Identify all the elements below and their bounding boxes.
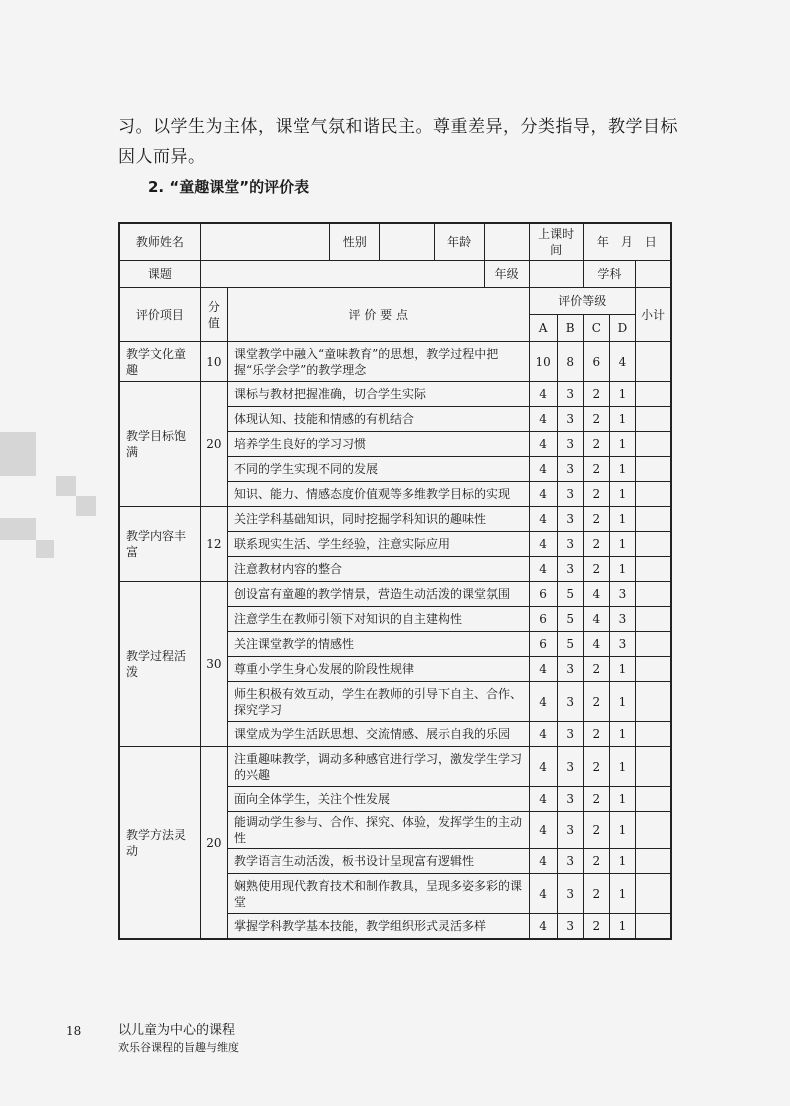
grade-value-c: 2 [583,849,609,874]
info-row-1 [119,223,671,261]
page-number: 18 [66,1024,82,1038]
header-level-b: B [557,315,583,342]
grade-label: 年级 [484,261,529,288]
grade-value-a: 6 [529,632,557,657]
age-label: 年龄 [434,223,484,261]
criteria-text: 培养学生良好的学习习惯 [228,432,530,457]
grade-value-a: 4 [529,849,557,874]
header-level-d: D [609,315,635,342]
subject-label: 学科 [583,261,635,288]
subtotal-cell [635,657,671,682]
criteria-text: 掌握学科教学基本技能，教学组织形式灵活多样 [228,914,530,940]
evaluation-item: 教学过程活泼 [119,582,200,747]
criteria-text: 关注学科基础知识，同时挖掘学科知识的趣味性 [228,507,530,532]
header-subtotal: 小计 [635,288,671,342]
subtotal-cell [635,787,671,812]
grade-value-b: 3 [557,432,583,457]
grade-value-d: 1 [609,747,635,787]
subtotal-cell [635,532,671,557]
grade-value-a: 4 [529,382,557,407]
item-score: 10 [200,342,227,382]
subtotal-cell [635,747,671,787]
subtotal-cell [635,382,671,407]
header-grade: 评价等级 [529,288,635,315]
topic-label: 课题 [119,261,200,288]
subtotal-cell [635,682,671,722]
grade-value-b: 8 [557,342,583,382]
grade-value-c: 2 [583,787,609,812]
grade-value-c: 2 [583,407,609,432]
grade-value-a: 4 [529,432,557,457]
criteria-row [119,507,671,532]
criteria-text: 知识、能力、情感态度价值观等多维教学目标的实现 [228,482,530,507]
grade-value-b: 3 [557,532,583,557]
grade-value-d: 1 [609,507,635,532]
grade-value-c: 2 [583,874,609,914]
grade-value-a: 4 [529,457,557,482]
grade-value-c: 2 [583,382,609,407]
decor-square [0,432,36,476]
grade-value [529,261,583,288]
grade-value-a: 4 [529,657,557,682]
grade-value-a: 4 [529,682,557,722]
grade-value-b: 3 [557,382,583,407]
criteria-text: 注意学生在教师引领下对知识的自主建构性 [228,607,530,632]
criteria-text: 课堂教学中融入“童味教育”的思想，教学过程中把握“乐学会学”的教学理念 [228,342,530,382]
grade-value-d: 1 [609,849,635,874]
decor-square [36,540,54,558]
grade-value-d: 1 [609,457,635,482]
criteria-text: 关注课堂教学的情感性 [228,632,530,657]
grade-value-a: 4 [529,747,557,787]
grade-value-c: 2 [583,657,609,682]
grade-value-a: 10 [529,342,557,382]
grade-value-d: 3 [609,632,635,657]
evaluation-item: 教学方法灵动 [119,747,200,940]
grade-value-b: 3 [557,849,583,874]
info-row-2 [119,261,671,288]
grade-value-b: 3 [557,812,583,849]
subtotal-cell [635,507,671,532]
grade-value-d: 1 [609,432,635,457]
grade-value-a: 6 [529,607,557,632]
grade-value-c: 4 [583,582,609,607]
grade-value-b: 3 [557,657,583,682]
criteria-row [119,747,671,787]
grade-value-c: 2 [583,812,609,849]
item-score: 20 [200,747,227,940]
grade-value-c: 4 [583,632,609,657]
grade-value-b: 3 [557,874,583,914]
age-value [484,223,529,261]
header-level-c: C [583,315,609,342]
grade-value-b: 3 [557,787,583,812]
grade-value-d: 3 [609,582,635,607]
grade-value-b: 3 [557,557,583,582]
grade-value-d: 1 [609,722,635,747]
header-score: 分值 [200,288,227,342]
grade-value-b: 3 [557,482,583,507]
criteria-text: 娴熟使用现代教育技术和制作教具，呈现多姿多彩的课堂 [228,874,530,914]
grade-value-a: 4 [529,914,557,940]
grade-value-d: 1 [609,914,635,940]
subtotal-cell [635,812,671,849]
book-title: 以儿童为中心的课程 [118,1023,236,1038]
teacher-name-value [200,223,329,261]
grade-value-b: 3 [557,722,583,747]
grade-value-a: 4 [529,482,557,507]
decor-square [76,496,96,516]
grade-value-b: 5 [557,607,583,632]
evaluation-item: 教学内容丰富 [119,507,200,582]
subtotal-cell [635,557,671,582]
item-score: 20 [200,382,227,507]
grade-value-d: 1 [609,407,635,432]
grade-value-b: 3 [557,914,583,940]
grade-value-a: 6 [529,582,557,607]
header-row-1 [119,288,671,315]
class-time-value: 年 月 日 [583,223,671,261]
grade-value-a: 4 [529,532,557,557]
criteria-text: 体现认知、技能和情感的有机结合 [228,407,530,432]
header-level-a: A [529,315,557,342]
grade-value-a: 4 [529,722,557,747]
header-item: 评价项目 [119,288,200,342]
grade-value-c: 2 [583,682,609,722]
criteria-text: 联系现实生活、学生经验，注意实际应用 [228,532,530,557]
grade-value-c: 2 [583,532,609,557]
subtotal-cell [635,849,671,874]
grade-value-b: 3 [557,747,583,787]
criteria-text: 课标与教材把握准确，切合学生实际 [228,382,530,407]
subtotal-cell [635,632,671,657]
grade-value-b: 5 [557,632,583,657]
criteria-row [119,382,671,407]
section-heading: 2. “童趣课堂”的评价表 [148,178,310,196]
grade-value-b: 5 [557,582,583,607]
criteria-text: 教学语言生动活泼，板书设计呈现富有逻辑性 [228,849,530,874]
grade-value-a: 4 [529,874,557,914]
decor-square [0,518,36,540]
grade-value-c: 2 [583,747,609,787]
subtotal-cell [635,722,671,747]
criteria-text: 注重趣味教学，调动多种感官进行学习，激发学生学习的兴趣 [228,747,530,787]
subtotal-cell [635,407,671,432]
grade-value-a: 4 [529,407,557,432]
grade-value-b: 3 [557,407,583,432]
subtotal-cell [635,432,671,457]
criteria-text: 注意教材内容的整合 [228,557,530,582]
subtotal-cell [635,342,671,382]
evaluation-item: 教学目标饱满 [119,382,200,507]
grade-value-d: 1 [609,482,635,507]
grade-value-d: 1 [609,532,635,557]
criteria-text: 不同的学生实现不同的发展 [228,457,530,482]
subtotal-cell [635,457,671,482]
item-score: 30 [200,582,227,747]
evaluation-item: 教学文化童趣 [119,342,200,382]
grade-value-c: 2 [583,722,609,747]
subtotal-cell [635,482,671,507]
grade-value-d: 1 [609,682,635,722]
criteria-row [119,342,671,382]
subtotal-cell [635,914,671,940]
grade-value-d: 3 [609,607,635,632]
grade-value-d: 1 [609,874,635,914]
grade-value-c: 2 [583,507,609,532]
grade-value-d: 1 [609,557,635,582]
grade-value-a: 4 [529,557,557,582]
grade-value-a: 4 [529,507,557,532]
grade-value-d: 4 [609,342,635,382]
grade-value-c: 2 [583,457,609,482]
criteria-text: 创设富有童趣的教学情景，营造生动活泼的课堂氛围 [228,582,530,607]
grade-value-b: 3 [557,507,583,532]
book-subtitle: 欢乐谷课程的旨趣与维度 [118,1041,239,1054]
grade-value-c: 2 [583,432,609,457]
criteria-text: 能调动学生参与、合作、探究、体验，发挥学生的主动性 [228,812,530,849]
criteria-text: 课堂成为学生活跃思想、交流情感、展示自我的乐园 [228,722,530,747]
header-points: 评 价 要 点 [228,288,530,342]
grade-value-d: 1 [609,812,635,849]
gender-value [380,223,434,261]
grade-value-d: 1 [609,657,635,682]
grade-value-a: 4 [529,787,557,812]
grade-value-c: 2 [583,557,609,582]
subtotal-cell [635,607,671,632]
grade-value-b: 3 [557,682,583,722]
intro-paragraph: 习。以学生为主体，课堂气氛和谐民主。尊重差异，分类指导，教学目标因人而异。 [118,117,678,167]
class-time-label: 上课时间 [529,223,583,261]
evaluation-table [118,222,672,940]
grade-value-c: 6 [583,342,609,382]
grade-value-b: 3 [557,457,583,482]
gender-label: 性别 [330,223,380,261]
topic-value [200,261,484,288]
criteria-text: 面向全体学生，关注个性发展 [228,787,530,812]
grade-value-a: 4 [529,812,557,849]
criteria-text: 尊重小学生身心发展的阶段性规律 [228,657,530,682]
subtotal-cell [635,582,671,607]
decor-square [56,476,76,496]
grade-value-d: 1 [609,382,635,407]
criteria-row [119,582,671,607]
grade-value-d: 1 [609,787,635,812]
teacher-name-label: 教师姓名 [119,223,200,261]
grade-value-c: 2 [583,914,609,940]
item-score: 12 [200,507,227,582]
subtotal-cell [635,874,671,914]
grade-value-c: 4 [583,607,609,632]
grade-value-c: 2 [583,482,609,507]
criteria-text: 师生积极有效互动，学生在教师的引导下自主、合作、探究学习 [228,682,530,722]
subject-value [635,261,671,288]
